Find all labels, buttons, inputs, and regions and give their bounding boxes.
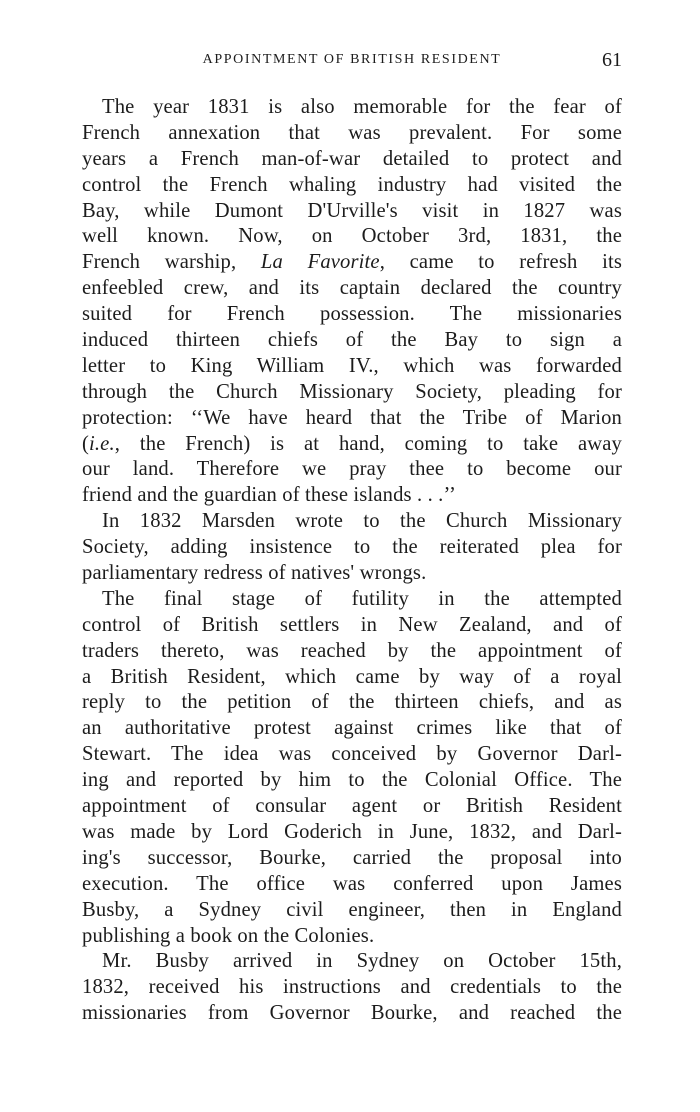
text-segment: , came to refresh its bbox=[379, 251, 622, 274]
text-line: well known. Now, on October 3rd, 1831, the bbox=[82, 225, 622, 248]
text-line: The year 1831 is also memorable for the fear of bbox=[102, 96, 622, 118]
text-line: through the Church Missionary Society, pleading for bbox=[82, 380, 622, 403]
text-line: friend and the guardian of these islands . . .’’ bbox=[82, 484, 456, 507]
text-line: publishing a book on the Colonies. bbox=[82, 924, 375, 947]
text-line: parliamentary redress of natives' wrongs. bbox=[82, 562, 427, 585]
body-text bbox=[82, 95, 622, 1027]
text-line: execution. The office was conferred upon James bbox=[82, 872, 622, 895]
text-line: induced thirteen chiefs of the Bay to sign a bbox=[82, 329, 622, 352]
running-title: APPOINTMENT OF BRITISH RESIDENT bbox=[202, 52, 502, 67]
text-line: traders thereto, was reached by the appointment of bbox=[82, 639, 622, 662]
text-line: Busby, a Sydney civil engineer, then in England bbox=[82, 898, 622, 921]
italic-text: i.e. bbox=[89, 432, 115, 455]
text-line: an authoritative protest against crimes like that of bbox=[82, 717, 622, 740]
text-line: years a French man-of-war detailed to protect and bbox=[82, 147, 622, 170]
text-line: reply to the petition of the thirteen chiefs, and as bbox=[82, 691, 622, 714]
text-segment: French warship, bbox=[82, 251, 261, 274]
text-line: letter to King William IV., which was forwarded bbox=[82, 354, 622, 377]
text-line: was made by Lord Goderich in June, 1832, and Darl- bbox=[82, 820, 622, 843]
text-line: control the French whaling industry had visited the bbox=[82, 173, 622, 196]
text-line: enfeebled crew, and its captain declared the country bbox=[82, 277, 622, 300]
text-line: The final stage of futility in the attempted bbox=[102, 587, 622, 610]
page-number: 61 bbox=[602, 49, 622, 71]
text-line: In 1832 Marsden wrote to the Church Missionary bbox=[102, 510, 622, 533]
italic-text: La Favorite bbox=[260, 251, 380, 274]
text-line bbox=[82, 432, 622, 458]
text-line: Society, adding insistence to the reiterated plea for bbox=[82, 536, 622, 559]
text-line bbox=[82, 250, 622, 276]
text-segment: ( bbox=[82, 432, 90, 455]
text-line: a British Resident, which came by way of a royal bbox=[82, 665, 622, 688]
text-line: Mr. Busby arrived in Sydney on October 15th, bbox=[102, 950, 622, 973]
text-line: protection: ‘‘We have heard that the Tribe of Marion bbox=[82, 406, 622, 429]
text-line: ing's successor, Bourke, carried the proposal into bbox=[82, 846, 622, 869]
text-line: suited for French possession. The missionaries bbox=[82, 303, 622, 326]
text-line: French annexation that was prevalent. For some bbox=[82, 121, 622, 144]
text-line: appointment of consular agent or British Resident bbox=[82, 795, 622, 818]
text-line: control of British settlers in New Zealand, and of bbox=[82, 613, 622, 636]
text-segment: , the French) is at hand, coming to take away bbox=[114, 432, 622, 455]
text-line: Stewart. The idea was conceived by Governor Darl- bbox=[82, 743, 622, 766]
text-line: Bay, while Dumont D'Urville's visit in 1827 was bbox=[82, 199, 622, 222]
text-line: missionaries from Governor Bourke, and reached the bbox=[82, 1002, 622, 1025]
text-line: 1832, received his instructions and credentials to the bbox=[82, 976, 622, 999]
text-line: our land. Therefore we pray thee to become our bbox=[82, 458, 622, 481]
text-line: ing and reported by him to the Colonial Office. The bbox=[82, 769, 622, 792]
running-head bbox=[82, 48, 622, 72]
